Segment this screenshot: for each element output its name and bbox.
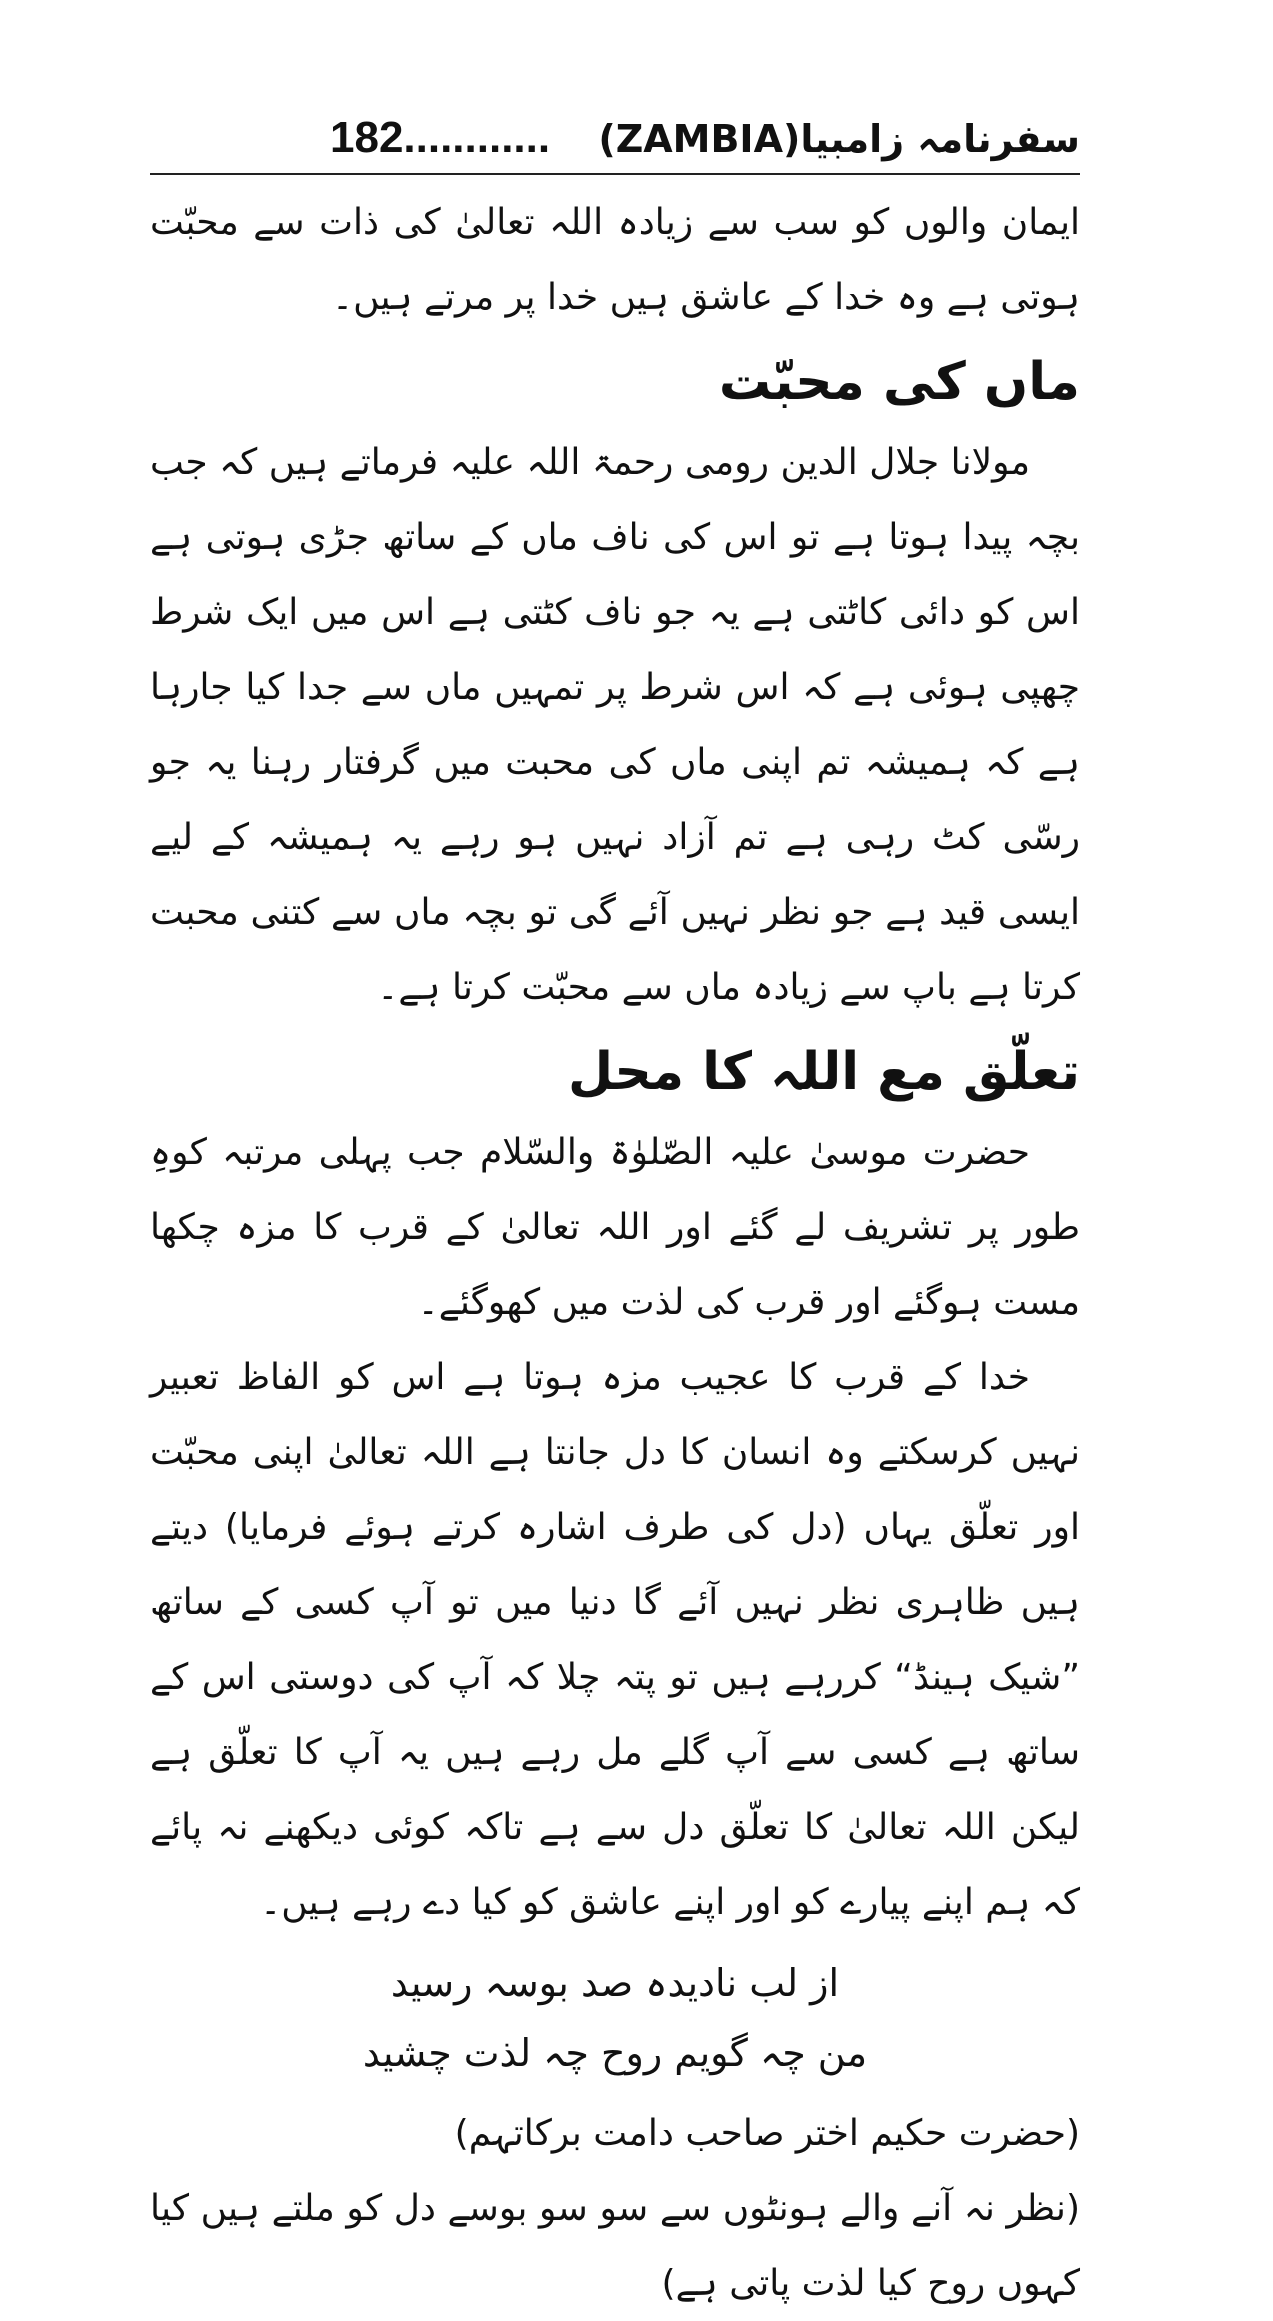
persian-verse: [150, 1948, 1080, 2088]
page-body: [150, 185, 1080, 2321]
verse-translation: (نظر نہ آنے والے ہونٹوں سے سو سو بوسے دل کو ملتے ہیں کیا کہوں روح کیا لذت پاتی ہے): [150, 2188, 1080, 2304]
book-title: سفرنامہ زامبیا(ZAMBIA): [598, 117, 1080, 161]
section-heading-connection: تعلّق مع اللہ کا محل: [567, 1042, 1080, 1102]
verse-attribution: (حضرت حکیم اختر صاحب دامت برکاتہم): [454, 2113, 1080, 2154]
header-divider: [150, 173, 1080, 175]
paragraph-intro: ایمان والوں کو سب سے زیادہ اللہ تعالیٰ کی ذات سے محبّت ہوتی ہے وہ خدا کے عاشق ہیں خدا پر مرتے ہیں۔: [150, 202, 1080, 318]
paragraph-rumi: مولانا جلال الدین رومی رحمۃ اللہ علیہ فرماتے ہیں کہ جب بچہ پیدا ہوتا ہے تو اس کی ناف ماں کے ساتھ جڑی ہوتی ہے اس کو دائی کاٹتی ہے یہ جو ناف کٹتی ہے اس میں ایک شرط چھپی ہوئی ہے کہ اس شرط پر تمہیں ماں سے جدا کیا جارہا ہے کہ ہمیشہ تم اپنی ماں کی محبت میں گرفتار رہنا یہ جو رسّی کٹ رہی ہے تم آزاد نہیں ہو رہے یہ ہمیشہ کے لیے ایسی قید ہے جو نظر نہیں آئے گی تو بچہ ماں سے کتنی محبت کرتا ہے باپ سے زیادہ ماں سے محبّت کرتا ہے۔: [150, 442, 1080, 1008]
page-header: [150, 105, 1080, 185]
page: [150, 105, 1080, 2321]
section-heading-mother-love: ماں کی محبّت: [718, 352, 1080, 412]
verse-line-1: از لب نادیدہ صد بوسہ رسید: [390, 1961, 840, 2005]
verse-line-2: من چہ گویم روح چہ لذت چشید: [362, 2031, 868, 2075]
paragraph-nearness: خدا کے قرب کا عجیب مزہ ہوتا ہے اس کو الفاظ تعبیر نہیں کرسکتے وہ انسان کا دل جانتا ہے اللہ تعالیٰ اپنی محبّت اور تعلّق یہاں (دل کی طرف اشارہ کرتے ہوئے فرمایا) دیتے ہیں ظاہری نظر نہیں آئے گا دنیا میں تو آپ کسی کے ساتھ ”شیک ہینڈ“ کررہے ہیں تو پتہ چلا کہ آپ کی دوستی اس کے ساتھ ہے کسی سے آپ گلے مل رہے ہیں یہ آپ کا تعلّق ہے لیکن اللہ تعالیٰ کا تعلّق دل سے ہے تاکہ کوئی دیکھنے نہ پائے کہ ہم اپنے پیارے کو اور اپنے عاشق کو کیا دے رہے ہیں۔: [150, 1357, 1080, 1923]
paragraph-musa: حضرت موسیٰ علیہ الصّلوٰۃ والسّلام جب پہلی مرتبہ کوہِ طور پر تشریف لے گئے اور اللہ تعالیٰ کے قرب کا مزہ چکھا مست ہوگئے اور قرب کی لذت میں کھوگئے۔: [150, 1132, 1080, 1323]
page-number: 182............: [330, 113, 551, 162]
